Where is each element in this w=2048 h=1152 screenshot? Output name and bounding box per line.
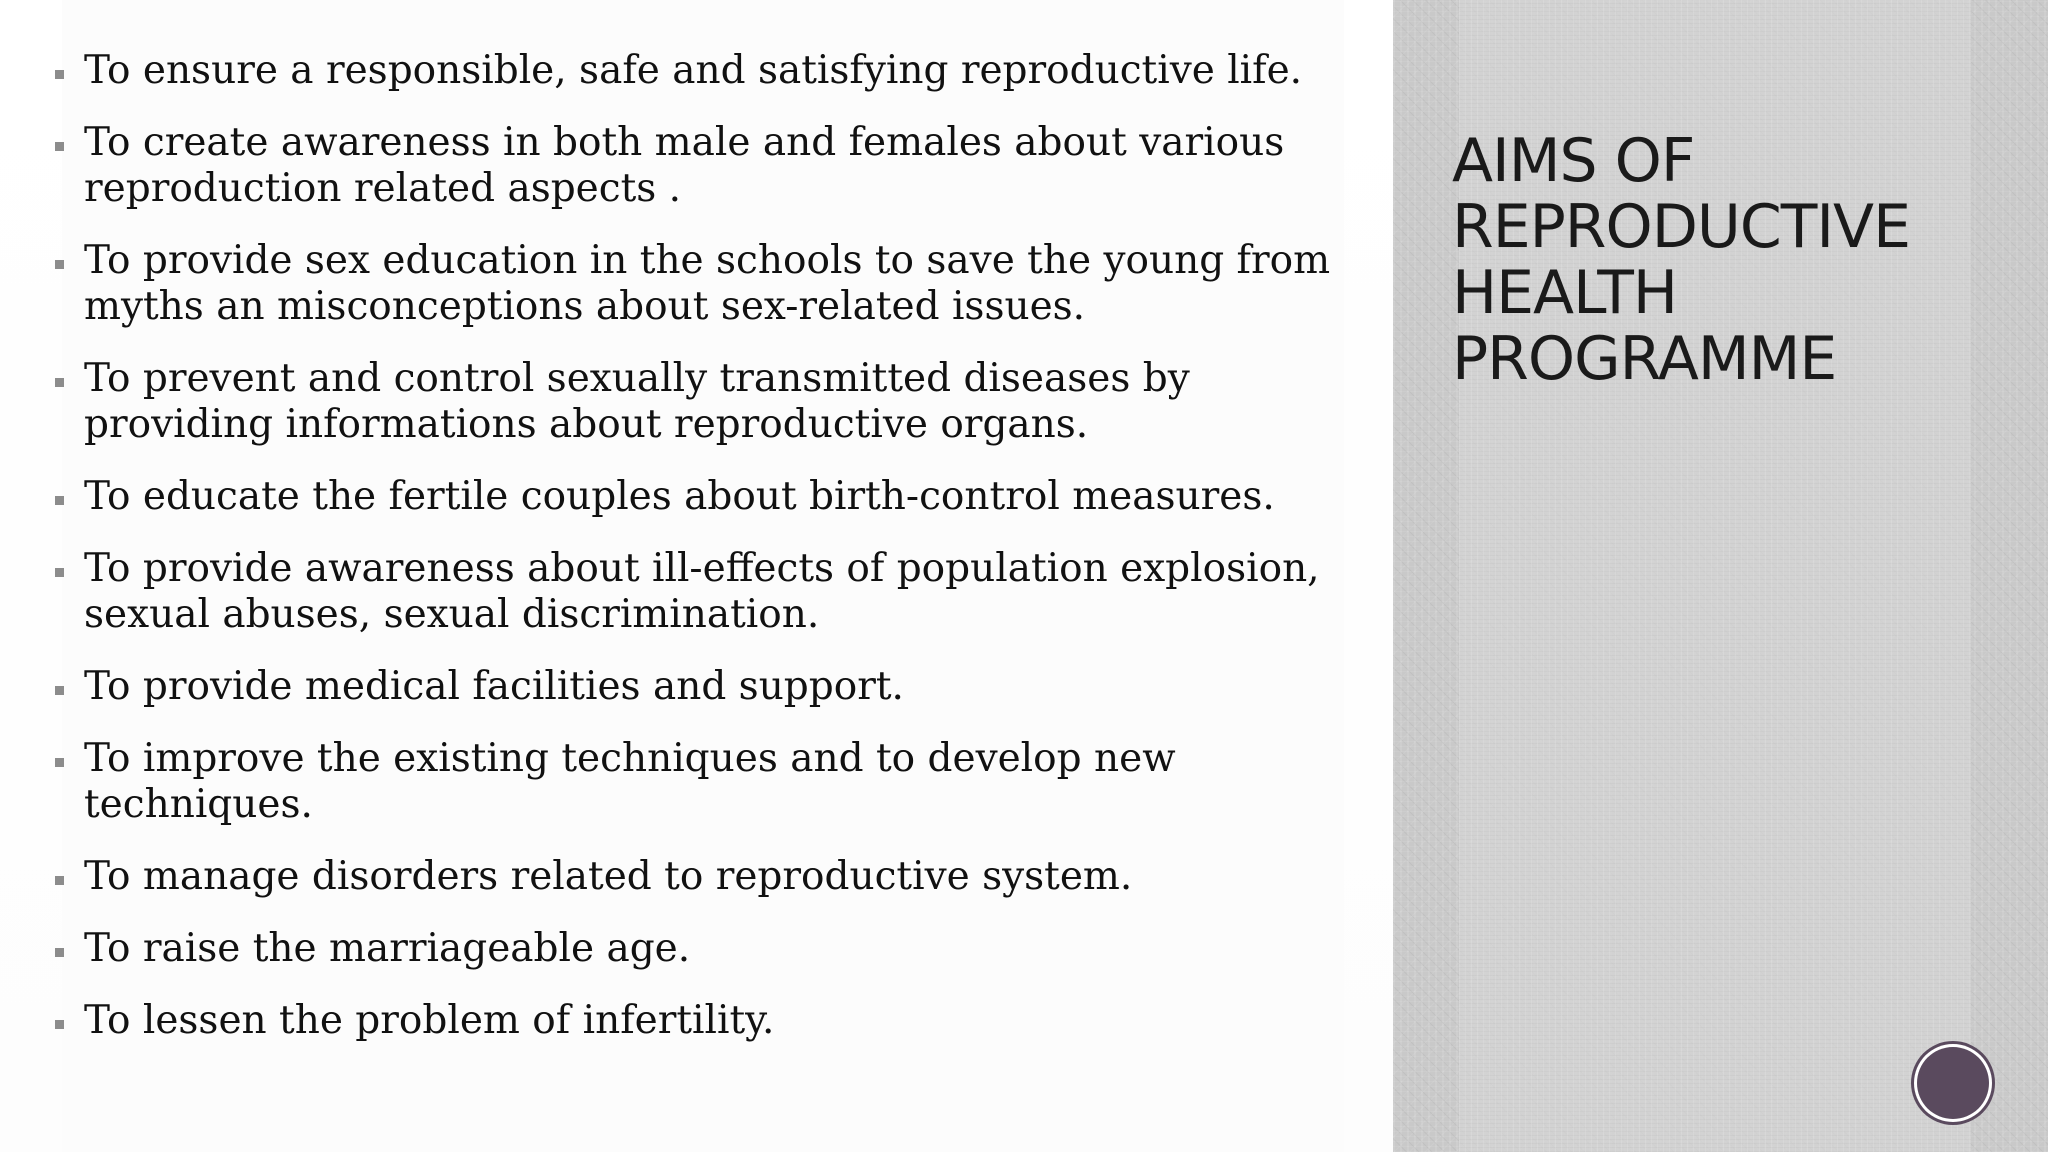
bullet-text: To lessen the problem of infertility. bbox=[84, 998, 775, 1043]
bullet-text: To provide medical facilities and support. bbox=[84, 664, 904, 709]
bullet-text: To provide sex education in the schools to save the young from myths an misconceptions about sex-related issues. bbox=[84, 238, 1331, 329]
square-bullet-icon bbox=[55, 142, 64, 151]
bullet-item bbox=[52, 356, 1382, 448]
bullet-item bbox=[52, 664, 1382, 710]
bullet-text: To raise the marriageable age. bbox=[84, 926, 691, 971]
circle-accent-icon bbox=[1917, 1047, 1989, 1119]
bullet-text: To manage disorders related to reproductive system. bbox=[84, 854, 1133, 899]
bullet-text: To provide awareness about ill-effects of population explosion, sexual abuses, sexual discrimination. bbox=[84, 546, 1320, 637]
bullet-text: To ensure a responsible, safe and satisfying reproductive life. bbox=[84, 48, 1303, 93]
bullet-item bbox=[52, 546, 1382, 638]
square-bullet-icon bbox=[55, 260, 64, 269]
square-bullet-icon bbox=[55, 496, 64, 505]
square-bullet-icon bbox=[55, 876, 64, 885]
square-bullet-icon bbox=[55, 686, 64, 695]
bullet-text: To improve the existing techniques and to develop new techniques. bbox=[84, 736, 1176, 827]
slide-title: AIMS OF REPRODUCTIVE HEALTH PROGRAMME bbox=[1452, 126, 1911, 394]
square-bullet-icon bbox=[55, 70, 64, 79]
square-bullet-icon bbox=[55, 1020, 64, 1029]
bullet-item bbox=[52, 474, 1382, 520]
bullet-text: To prevent and control sexually transmitted diseases by providing informations about reproductive organs. bbox=[84, 356, 1190, 447]
bullet-text: To create awareness in both male and females about various reproduction related aspects . bbox=[84, 120, 1285, 211]
bullet-item bbox=[52, 854, 1382, 900]
bullet-item bbox=[52, 926, 1382, 972]
bullet-item bbox=[52, 736, 1382, 828]
bullet-text: To educate the fertile couples about birth-control measures. bbox=[84, 474, 1275, 519]
bullet-item bbox=[52, 998, 1382, 1044]
bullet-item bbox=[52, 120, 1382, 212]
square-bullet-icon bbox=[55, 948, 64, 957]
square-bullet-icon bbox=[55, 568, 64, 577]
square-bullet-icon bbox=[55, 378, 64, 387]
square-bullet-icon bbox=[55, 758, 64, 767]
aims-bullet-list bbox=[52, 48, 1382, 1070]
bullet-item bbox=[52, 48, 1382, 94]
bullet-item bbox=[52, 238, 1382, 330]
